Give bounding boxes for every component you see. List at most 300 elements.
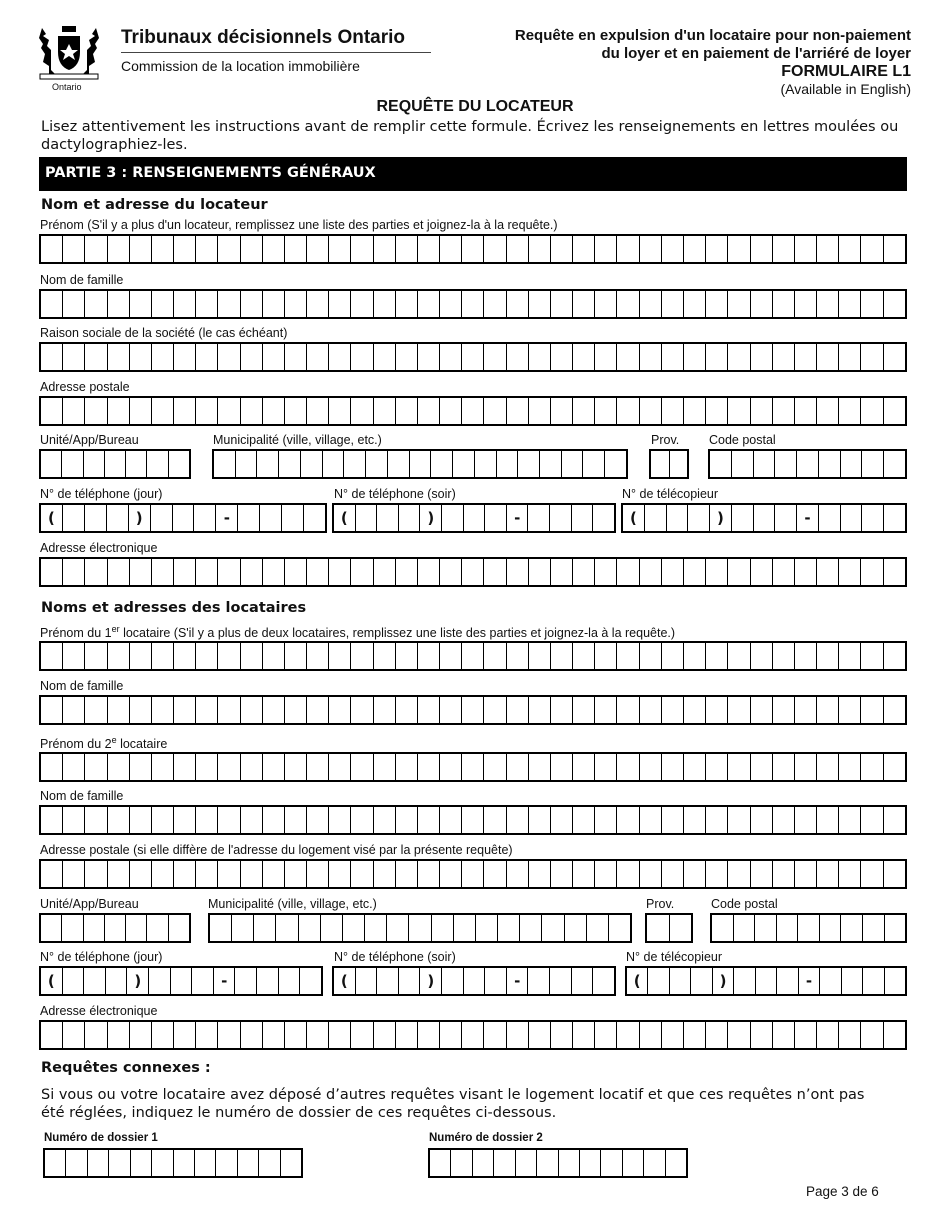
box-cell[interactable] (639, 344, 661, 370)
box-cell[interactable] (173, 236, 195, 262)
box-cell[interactable] (708, 451, 731, 477)
box-cell[interactable] (794, 559, 816, 585)
box-cell[interactable] (350, 643, 372, 669)
box-cell[interactable] (683, 291, 705, 317)
box-cell[interactable] (860, 1022, 882, 1048)
box-cell[interactable] (173, 1022, 195, 1048)
box-cell[interactable] (561, 451, 583, 477)
box-cell[interactable] (572, 697, 594, 723)
box-cell[interactable] (173, 344, 195, 370)
phone-mark-open[interactable]: ( (332, 505, 355, 531)
box-cell[interactable] (558, 1150, 579, 1176)
box-cell[interactable] (690, 968, 711, 994)
box-cell[interactable] (883, 807, 907, 833)
box-cell[interactable] (129, 1022, 151, 1048)
box-cell[interactable] (39, 915, 61, 941)
box-cell[interactable] (528, 861, 550, 887)
box-cell[interactable] (129, 643, 151, 669)
box-cell[interactable] (661, 559, 683, 585)
box-cell[interactable] (350, 861, 372, 887)
box-cell[interactable] (816, 236, 838, 262)
box-cell[interactable] (262, 344, 284, 370)
box-cell[interactable] (262, 807, 284, 833)
box-cell[interactable] (373, 697, 395, 723)
box-cell[interactable] (350, 559, 372, 585)
landlord-last-name-field[interactable] (39, 289, 907, 319)
box-cell[interactable] (262, 754, 284, 780)
box-cell[interactable] (217, 861, 239, 887)
box-cell[interactable] (365, 451, 387, 477)
box-cell[interactable] (87, 1150, 108, 1176)
box-cell[interactable] (622, 1150, 643, 1176)
box-cell[interactable] (796, 451, 818, 477)
box-cell[interactable] (661, 861, 683, 887)
box-cell[interactable] (733, 968, 754, 994)
box-cell[interactable] (237, 505, 259, 531)
box-cell[interactable] (572, 643, 594, 669)
box-cell[interactable] (417, 291, 439, 317)
box-cell[interactable] (594, 807, 616, 833)
box-cell[interactable] (483, 861, 505, 887)
box-cell[interactable] (306, 861, 328, 887)
box-cell[interactable] (539, 451, 561, 477)
box-cell[interactable] (84, 505, 106, 531)
box-cell[interactable] (794, 754, 816, 780)
box-cell[interactable] (840, 451, 862, 477)
box-cell[interactable] (84, 643, 106, 669)
box-cell[interactable] (240, 1022, 262, 1048)
file2-field[interactable] (428, 1148, 688, 1178)
box-cell[interactable] (772, 291, 794, 317)
box-cell[interactable] (572, 861, 594, 887)
box-cell[interactable] (129, 291, 151, 317)
box-cell[interactable] (750, 291, 772, 317)
box-cell[interactable] (838, 344, 860, 370)
box-cell[interactable] (463, 505, 485, 531)
box-cell[interactable] (62, 398, 84, 424)
box-cell[interactable] (705, 291, 727, 317)
box-cell[interactable] (536, 1150, 557, 1176)
box-cell[interactable] (168, 451, 191, 477)
box-cell[interactable] (860, 291, 882, 317)
box-cell[interactable] (861, 451, 883, 477)
box-cell[interactable] (62, 505, 84, 531)
box-cell[interactable] (705, 1022, 727, 1048)
box-cell[interactable] (483, 697, 505, 723)
box-cell[interactable] (519, 915, 541, 941)
box-cell[interactable] (39, 451, 61, 477)
box-cell[interactable] (639, 697, 661, 723)
box-cell[interactable] (84, 1022, 106, 1048)
box-cell[interactable] (860, 697, 882, 723)
box-cell[interactable] (240, 643, 262, 669)
box-cell[interactable] (417, 754, 439, 780)
box-cell[interactable] (240, 344, 262, 370)
box-cell[interactable] (256, 451, 278, 477)
box-cell[interactable] (62, 643, 84, 669)
box-cell[interactable] (240, 398, 262, 424)
file1-field[interactable] (43, 1148, 303, 1178)
box-cell[interactable] (572, 559, 594, 585)
landlord-unit-field[interactable] (39, 449, 191, 479)
box-cell[interactable] (750, 559, 772, 585)
box-cell[interactable] (594, 754, 616, 780)
box-cell[interactable] (838, 807, 860, 833)
tenant-mail-field[interactable] (39, 859, 907, 889)
box-cell[interactable] (84, 697, 106, 723)
box-cell[interactable] (108, 1150, 129, 1176)
box-cell[interactable] (217, 754, 239, 780)
box-cell[interactable] (794, 398, 816, 424)
box-cell[interactable] (439, 697, 461, 723)
box-cell[interactable] (328, 807, 350, 833)
box-cell[interactable] (727, 236, 749, 262)
box-cell[interactable] (373, 344, 395, 370)
box-cell[interactable] (262, 861, 284, 887)
box-cell[interactable] (838, 398, 860, 424)
box-cell[interactable] (104, 915, 125, 941)
box-cell[interactable] (750, 754, 772, 780)
box-cell[interactable] (125, 915, 146, 941)
box-cell[interactable] (191, 968, 213, 994)
box-cell[interactable] (528, 291, 550, 317)
box-cell[interactable] (39, 559, 62, 585)
box-cell[interactable] (151, 398, 173, 424)
box-cell[interactable] (586, 915, 608, 941)
box-cell[interactable] (195, 344, 217, 370)
box-cell[interactable] (592, 968, 616, 994)
box-cell[interactable] (883, 505, 907, 531)
box-cell[interactable] (395, 291, 417, 317)
box-cell[interactable] (884, 915, 908, 941)
box-cell[interactable] (173, 559, 195, 585)
box-cell[interactable] (343, 451, 365, 477)
box-cell[interactable] (665, 1150, 688, 1176)
box-cell[interactable] (322, 451, 344, 477)
box-cell[interactable] (528, 754, 550, 780)
box-cell[interactable] (306, 291, 328, 317)
box-cell[interactable] (350, 236, 372, 262)
box-cell[interactable] (750, 1022, 772, 1048)
box-cell[interactable] (168, 915, 191, 941)
box-cell[interactable] (376, 968, 398, 994)
box-cell[interactable] (355, 505, 377, 531)
box-cell[interactable] (398, 505, 420, 531)
box-cell[interactable] (417, 697, 439, 723)
box-cell[interactable] (173, 754, 195, 780)
box-cell[interactable] (217, 643, 239, 669)
box-cell[interactable] (594, 643, 616, 669)
box-cell[interactable] (62, 754, 84, 780)
box-cell[interactable] (306, 236, 328, 262)
box-cell[interactable] (439, 861, 461, 887)
box-cell[interactable] (461, 643, 483, 669)
box-cell[interactable] (838, 861, 860, 887)
box-cell[interactable] (497, 915, 519, 941)
box-cell[interactable] (439, 754, 461, 780)
box-cell[interactable] (608, 915, 632, 941)
box-cell[interactable] (417, 559, 439, 585)
box-cell[interactable] (278, 451, 300, 477)
box-cell[interactable] (240, 559, 262, 585)
box-cell[interactable] (461, 398, 483, 424)
box-cell[interactable] (705, 344, 727, 370)
box-cell[interactable] (461, 807, 483, 833)
box-cell[interactable] (212, 451, 235, 477)
box-cell[interactable] (794, 861, 816, 887)
box-cell[interactable] (661, 807, 683, 833)
box-cell[interactable] (284, 398, 306, 424)
box-cell[interactable] (528, 236, 550, 262)
box-cell[interactable] (838, 754, 860, 780)
box-cell[interactable] (794, 236, 816, 262)
tenant-postal-field[interactable] (710, 913, 907, 943)
box-cell[interactable] (819, 915, 841, 941)
box-cell[interactable] (417, 861, 439, 887)
box-cell[interactable] (572, 754, 594, 780)
box-cell[interactable] (750, 236, 772, 262)
box-cell[interactable] (463, 968, 485, 994)
box-cell[interactable] (306, 697, 328, 723)
box-cell[interactable] (645, 915, 669, 941)
box-cell[interactable] (474, 451, 496, 477)
box-cell[interactable] (772, 807, 794, 833)
box-cell[interactable] (350, 807, 372, 833)
box-cell[interactable] (417, 1022, 439, 1048)
box-cell[interactable] (262, 1022, 284, 1048)
box-cell[interactable] (284, 754, 306, 780)
box-cell[interactable] (350, 697, 372, 723)
box-cell[interactable] (129, 807, 151, 833)
box-cell[interactable] (883, 1022, 907, 1048)
box-cell[interactable] (275, 915, 297, 941)
box-cell[interactable] (298, 915, 320, 941)
box-cell[interactable] (772, 754, 794, 780)
box-cell[interactable] (528, 398, 550, 424)
box-cell[interactable] (461, 861, 483, 887)
box-cell[interactable] (616, 697, 638, 723)
box-cell[interactable] (350, 1022, 372, 1048)
box-cell[interactable] (483, 344, 505, 370)
box-cell[interactable] (816, 861, 838, 887)
box-cell[interactable] (173, 291, 195, 317)
box-cell[interactable] (644, 505, 666, 531)
box-cell[interactable] (106, 505, 128, 531)
box-cell[interactable] (616, 754, 638, 780)
box-cell[interactable] (705, 697, 727, 723)
box-cell[interactable] (883, 398, 907, 424)
box-cell[interactable] (571, 505, 593, 531)
box-cell[interactable] (461, 1022, 483, 1048)
box-cell[interactable] (395, 697, 417, 723)
box-cell[interactable] (439, 291, 461, 317)
tenant2-last-name-field[interactable] (39, 805, 907, 835)
box-cell[interactable] (639, 559, 661, 585)
box-cell[interactable] (129, 398, 151, 424)
box-cell[interactable] (528, 559, 550, 585)
box-cell[interactable] (776, 968, 797, 994)
box-cell[interactable] (661, 344, 683, 370)
tenant-phone-day-field[interactable] (39, 966, 323, 996)
box-cell[interactable] (151, 861, 173, 887)
box-cell[interactable] (62, 861, 84, 887)
box-cell[interactable] (39, 398, 62, 424)
phone-mark-open[interactable]: ( (621, 505, 644, 531)
box-cell[interactable] (39, 344, 62, 370)
box-cell[interactable] (328, 344, 350, 370)
box-cell[interactable] (496, 451, 518, 477)
box-cell[interactable] (860, 236, 882, 262)
box-cell[interactable] (572, 398, 594, 424)
box-cell[interactable] (705, 754, 727, 780)
box-cell[interactable] (727, 754, 749, 780)
box-cell[interactable] (417, 643, 439, 669)
tenant-muni-field[interactable] (208, 913, 632, 943)
box-cell[interactable] (408, 915, 430, 941)
box-cell[interactable] (860, 344, 882, 370)
box-cell[interactable] (328, 1022, 350, 1048)
box-cell[interactable] (148, 968, 170, 994)
box-cell[interactable] (83, 915, 104, 941)
box-cell[interactable] (170, 968, 192, 994)
box-cell[interactable] (727, 559, 749, 585)
box-cell[interactable] (860, 754, 882, 780)
box-cell[interactable] (579, 1150, 600, 1176)
box-cell[interactable] (151, 807, 173, 833)
tenant-fax-field[interactable] (625, 966, 907, 996)
box-cell[interactable] (107, 861, 129, 887)
box-cell[interactable] (194, 1150, 215, 1176)
box-cell[interactable] (517, 451, 539, 477)
box-cell[interactable] (350, 754, 372, 780)
box-cell[interactable] (439, 398, 461, 424)
box-cell[interactable] (84, 236, 106, 262)
landlord-phone-day-field[interactable] (39, 503, 327, 533)
box-cell[interactable] (262, 398, 284, 424)
box-cell[interactable] (107, 754, 129, 780)
box-cell[interactable] (816, 643, 838, 669)
box-cell[interactable] (439, 344, 461, 370)
box-cell[interactable] (278, 968, 300, 994)
box-cell[interactable] (461, 344, 483, 370)
box-cell[interactable] (84, 807, 106, 833)
phone-mark-close[interactable]: ) (712, 968, 733, 994)
box-cell[interactable] (794, 643, 816, 669)
box-cell[interactable] (299, 968, 323, 994)
box-cell[interactable] (439, 1022, 461, 1048)
box-cell[interactable] (604, 451, 628, 477)
box-cell[interactable] (173, 807, 195, 833)
box-cell[interactable] (151, 754, 173, 780)
box-cell[interactable] (373, 398, 395, 424)
box-cell[interactable] (669, 451, 690, 477)
box-cell[interactable] (818, 505, 840, 531)
box-cell[interactable] (237, 1150, 258, 1176)
box-cell[interactable] (240, 807, 262, 833)
box-cell[interactable] (860, 398, 882, 424)
box-cell[interactable] (794, 291, 816, 317)
box-cell[interactable] (705, 398, 727, 424)
box-cell[interactable] (860, 643, 882, 669)
box-cell[interactable] (592, 505, 616, 531)
box-cell[interactable] (151, 643, 173, 669)
box-cell[interactable] (727, 861, 749, 887)
box-cell[interactable] (594, 398, 616, 424)
box-cell[interactable] (262, 559, 284, 585)
box-cell[interactable] (484, 968, 506, 994)
box-cell[interactable] (217, 697, 239, 723)
box-cell[interactable] (753, 451, 775, 477)
box-cell[interactable] (669, 915, 694, 941)
box-cell[interactable] (705, 236, 727, 262)
phone-mark-open[interactable]: ( (625, 968, 647, 994)
phone-mark-close[interactable]: ) (126, 968, 148, 994)
box-cell[interactable] (107, 643, 129, 669)
box-cell[interactable] (373, 807, 395, 833)
box-cell[interactable] (727, 398, 749, 424)
box-cell[interactable] (666, 505, 688, 531)
box-cell[interactable] (306, 807, 328, 833)
box-cell[interactable] (65, 1150, 86, 1176)
box-cell[interactable] (772, 236, 794, 262)
box-cell[interactable] (528, 697, 550, 723)
box-cell[interactable] (417, 236, 439, 262)
box-cell[interactable] (616, 291, 638, 317)
tenant1-first-name-field[interactable] (39, 641, 907, 671)
box-cell[interactable] (862, 915, 884, 941)
box-cell[interactable] (549, 505, 571, 531)
phone-mark-dash[interactable]: - (796, 505, 818, 531)
box-cell[interactable] (62, 807, 84, 833)
box-cell[interactable] (755, 968, 776, 994)
box-cell[interactable] (772, 697, 794, 723)
box-cell[interactable] (639, 861, 661, 887)
box-cell[interactable] (146, 451, 167, 477)
box-cell[interactable] (582, 451, 604, 477)
box-cell[interactable] (262, 697, 284, 723)
box-cell[interactable] (528, 643, 550, 669)
box-cell[interactable] (172, 505, 194, 531)
box-cell[interactable] (262, 291, 284, 317)
box-cell[interactable] (883, 754, 907, 780)
box-cell[interactable] (883, 697, 907, 723)
box-cell[interactable] (284, 236, 306, 262)
box-cell[interactable] (107, 1022, 129, 1048)
box-cell[interactable] (173, 398, 195, 424)
box-cell[interactable] (572, 1022, 594, 1048)
box-cell[interactable] (146, 915, 167, 941)
box-cell[interactable] (862, 968, 883, 994)
box-cell[interactable] (572, 236, 594, 262)
box-cell[interactable] (39, 643, 62, 669)
box-cell[interactable] (750, 398, 772, 424)
box-cell[interactable] (506, 236, 528, 262)
box-cell[interactable] (506, 861, 528, 887)
box-cell[interactable] (39, 291, 62, 317)
box-cell[interactable] (616, 236, 638, 262)
phone-mark-dash[interactable]: - (798, 968, 819, 994)
box-cell[interactable] (350, 398, 372, 424)
box-cell[interactable] (215, 1150, 236, 1176)
box-cell[interactable] (527, 505, 549, 531)
box-cell[interactable] (572, 344, 594, 370)
box-cell[interactable] (395, 1022, 417, 1048)
landlord-first-name-field[interactable] (39, 234, 907, 264)
box-cell[interactable] (328, 291, 350, 317)
landlord-fax-field[interactable] (621, 503, 907, 533)
box-cell[interactable] (262, 643, 284, 669)
box-cell[interactable] (750, 861, 772, 887)
